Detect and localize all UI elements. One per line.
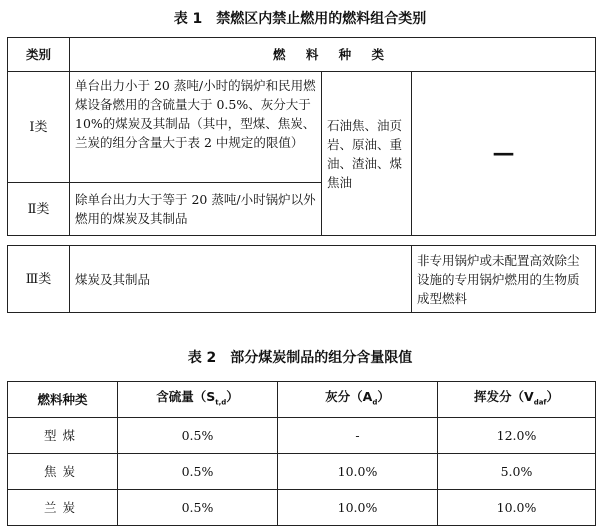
biomass-fuel-cell: 非专用锅炉或未配置高效除尘设施的专用锅炉燃用的生物质成型燃料	[412, 246, 596, 313]
ash-value: 10.0%	[278, 490, 438, 526]
volatile-value: 5.0%	[438, 454, 596, 490]
table-row	[8, 454, 596, 490]
fuel-category-table	[7, 37, 596, 313]
empty-mark: —	[412, 72, 596, 236]
class-label: Ⅲ类	[8, 246, 70, 313]
coal-limits-table	[7, 381, 596, 526]
volatile-value: 12.0%	[438, 418, 596, 454]
fuel-name: 兰炭	[8, 490, 118, 526]
header-fuel-kind: 燃料种类	[8, 382, 118, 418]
volatile-value: 10.0%	[438, 490, 596, 526]
sulfur-value: 0.5%	[118, 418, 278, 454]
table-row	[8, 418, 596, 454]
shared-fuel-cell: 石油焦、油页岩、原油、重油、渣油、煤焦油	[322, 72, 412, 236]
table1-row-class1	[8, 72, 596, 183]
table1-row-class3	[8, 246, 596, 313]
class-description: 除单台出力大于等于 20 蒸吨/小时锅炉以外燃用的煤炭及其制品	[70, 183, 322, 236]
table1-gap-row	[8, 236, 596, 246]
fuel-name: 焦炭	[8, 454, 118, 490]
table1-title: 表 1 禁燃区内禁止燃用的燃料组合类别	[173, 11, 427, 27]
header-sulfur: 含硫量$(S_{t,d})$	[118, 382, 278, 418]
header-ash: 灰分$(A_d)$	[278, 382, 438, 418]
class-label: Ⅱ类	[8, 183, 70, 236]
class-description: 单台出力小于 20 蒸吨/小时的锅炉和民用燃煤设备燃用的含硫量大于 0.5%、灰分大于 10%的煤炭及其制品（其中，型煤、焦炭、兰炭的组分含量大于表 2 中规定的限值）	[70, 72, 322, 183]
fuel-name: 型煤	[8, 418, 118, 454]
ash-value: 10.0%	[278, 454, 438, 490]
header-volatile: 挥发分$(V_{daf})$	[438, 382, 596, 418]
class-description: 煤炭及其制品	[70, 246, 412, 313]
header-category: 类别	[8, 38, 70, 72]
header-fuel-type: 燃 料 种 类	[70, 38, 596, 72]
sulfur-value: 0.5%	[118, 490, 278, 526]
table-row	[8, 490, 596, 526]
table2-header-row	[8, 382, 596, 418]
table1-header-row	[8, 38, 596, 72]
sulfur-value: 0.5%	[118, 454, 278, 490]
class-label: Ⅰ类	[8, 72, 70, 183]
ash-value: -	[278, 418, 438, 454]
table2-title: 表 2 部分煤炭制品的组分含量限值	[187, 350, 413, 366]
